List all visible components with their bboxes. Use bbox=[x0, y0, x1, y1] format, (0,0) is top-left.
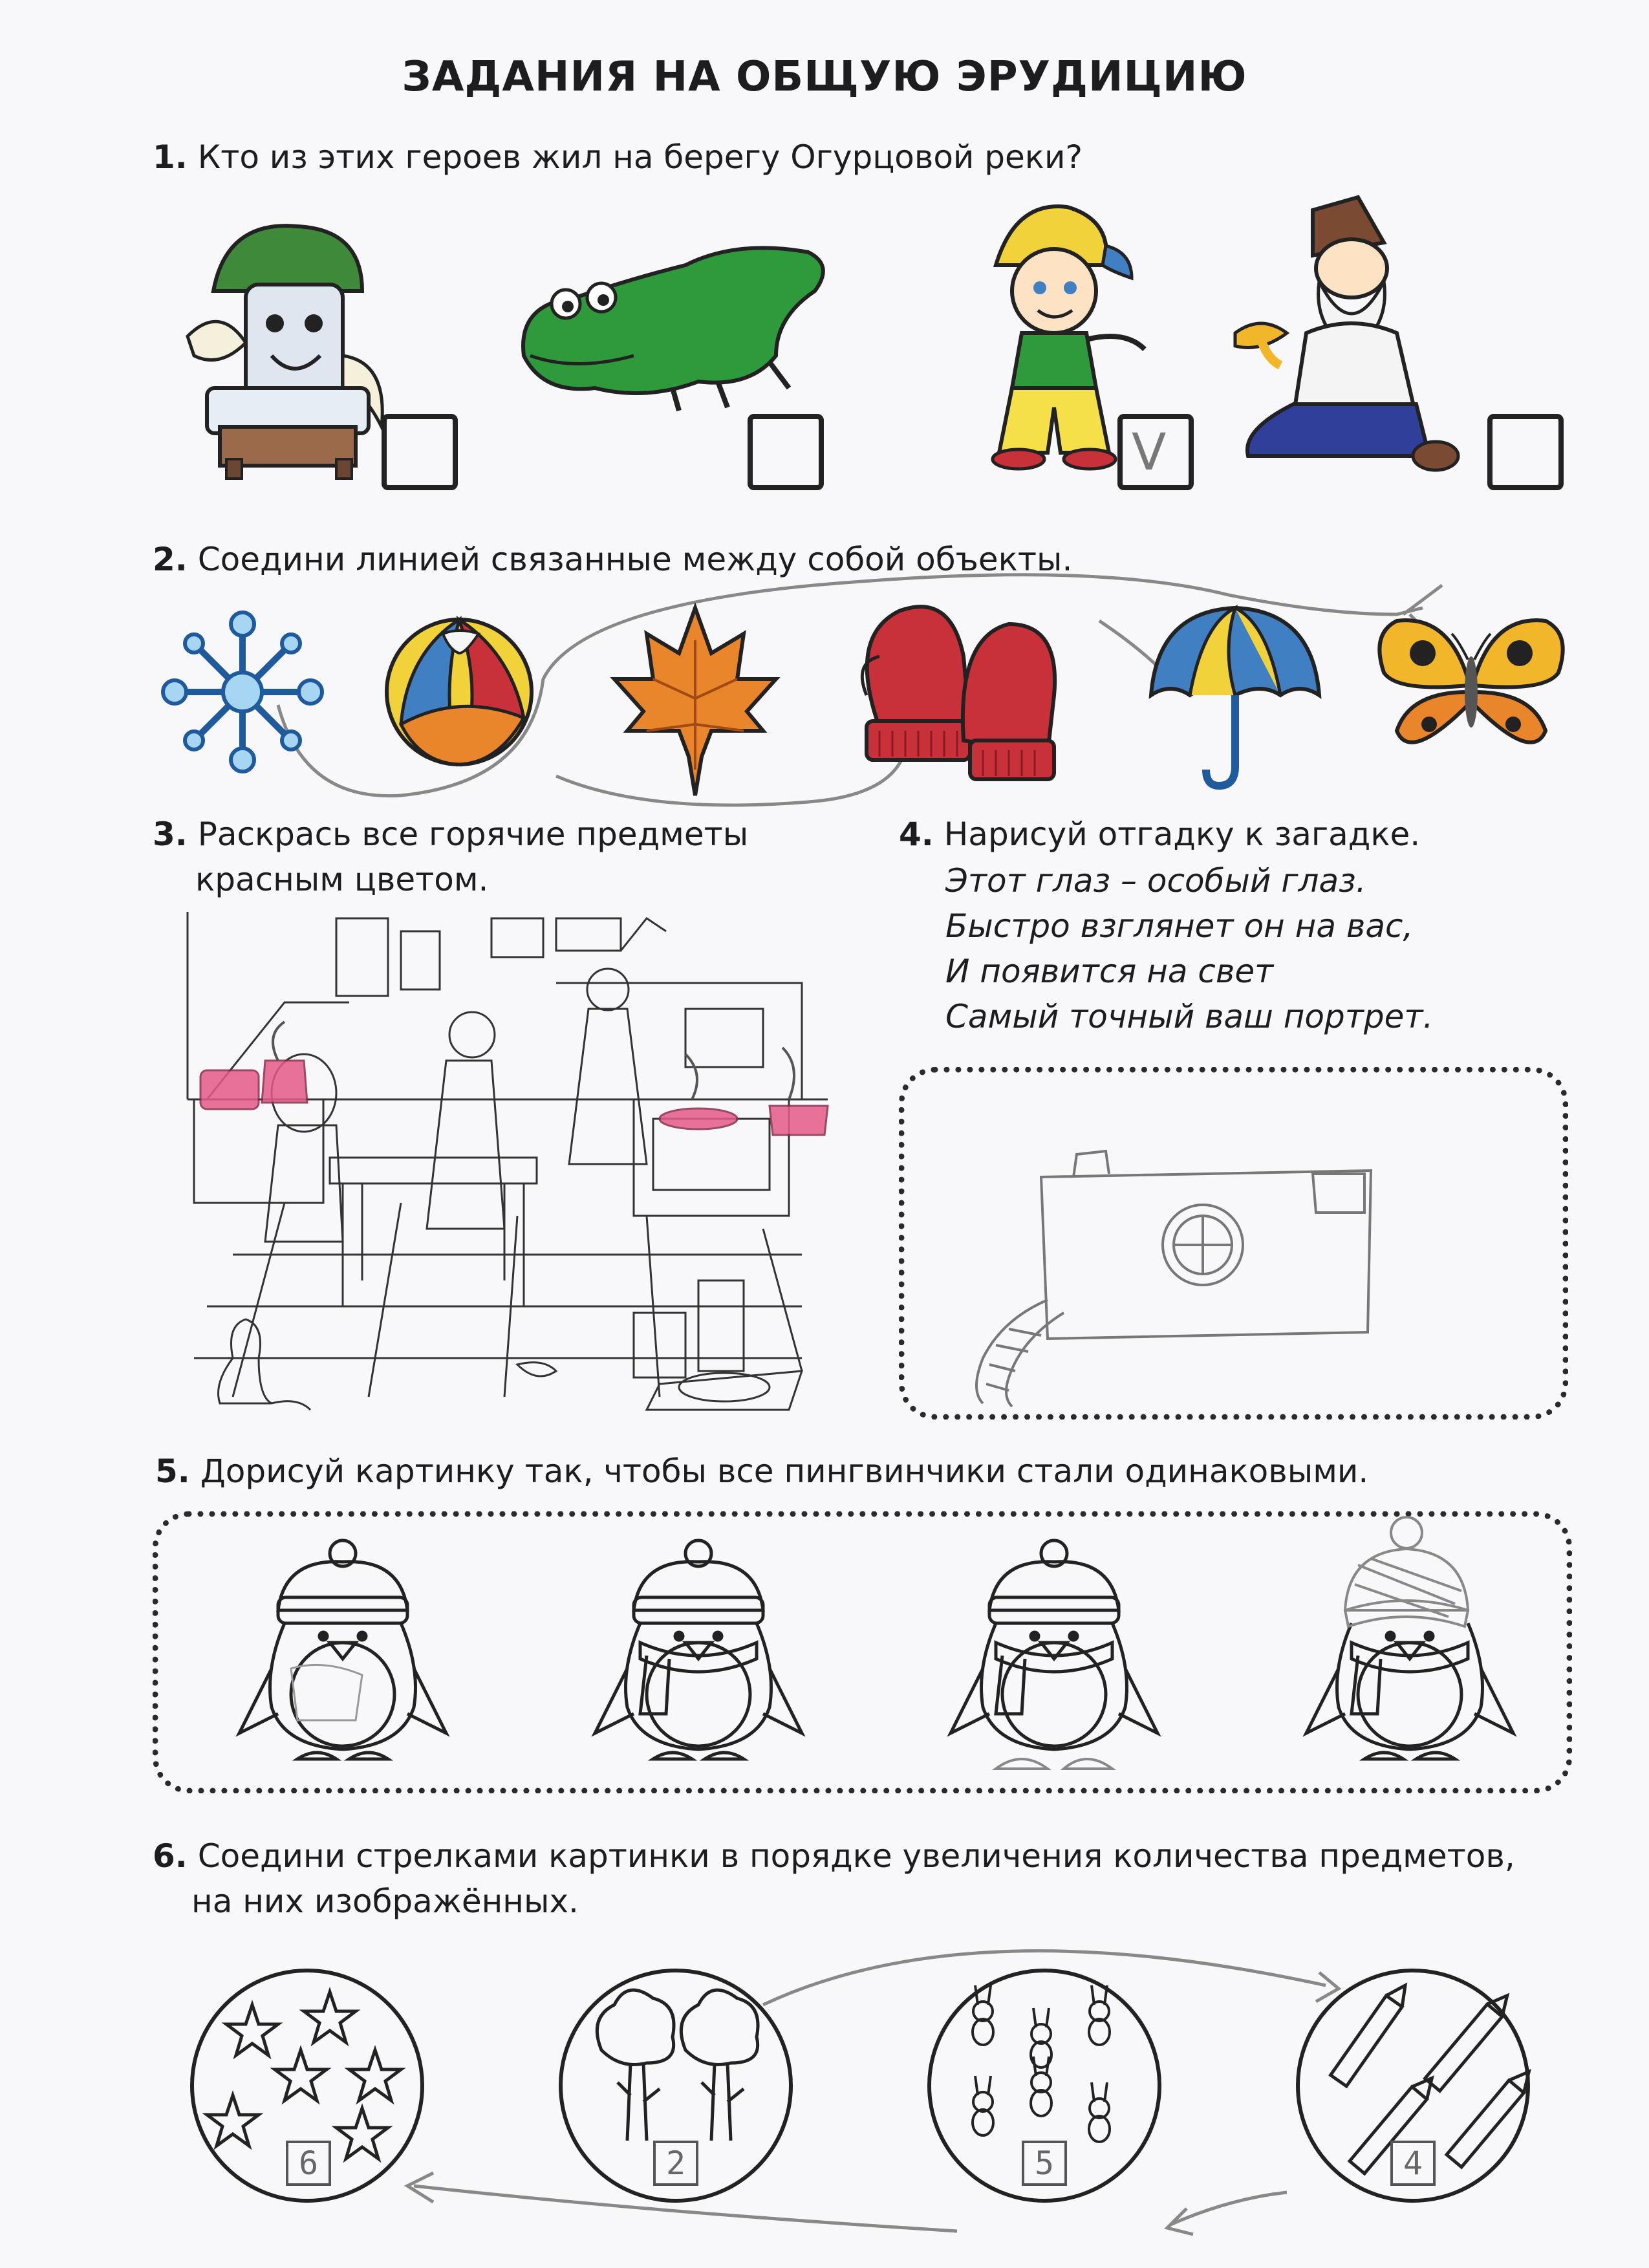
task-6-answer-3[interactable]: 5 bbox=[1022, 2141, 1067, 2186]
task-3-text-line2: красным цветом. bbox=[195, 861, 489, 898]
task-1-check-mark: V bbox=[1132, 424, 1167, 482]
riddle-line-1: Этот глаз – особый глаз. bbox=[945, 862, 1366, 900]
task-5-number: 5. bbox=[155, 1453, 190, 1490]
task-5-text: Дорисуй картинку так, чтобы все пингвинчики стали одинаковыми. bbox=[200, 1453, 1369, 1490]
task-6-answer-1[interactable]: 6 bbox=[286, 2141, 331, 2186]
task-1-number: 1. bbox=[153, 138, 188, 176]
riddle-line-4: Самый точный ваш портрет. bbox=[945, 998, 1434, 1035]
task-3-number: 3. bbox=[153, 815, 188, 853]
riddle-line-3: И появится на свет bbox=[945, 953, 1274, 990]
task-2-text: Соедини линией связанные между собой объекты. bbox=[197, 541, 1073, 578]
task-4-number: 4. bbox=[899, 815, 934, 853]
task-6-answer-4[interactable]: 4 bbox=[1390, 2141, 1436, 2186]
task-6-answer-2[interactable]: 2 bbox=[653, 2141, 698, 2186]
task-6-number: 6. bbox=[153, 1837, 188, 1875]
riddle-line-2: Быстро взглянет он на вас, bbox=[945, 907, 1414, 945]
task-6-text-line2: на них изображённых. bbox=[191, 1883, 579, 1920]
task-6-text-line1: Соедини стрелками картинки в порядке увеличения количества предметов, bbox=[197, 1837, 1515, 1875]
task-3-text-line1: Раскрась все горячие предметы bbox=[197, 815, 749, 853]
task-1-text: Кто из этих героев жил на берегу Огурцовой реки? bbox=[197, 138, 1083, 176]
task-4-text: Нарисуй отгадку к загадке. bbox=[943, 815, 1421, 853]
task-2-number: 2. bbox=[153, 541, 188, 578]
page-title: ЗАДАНИЯ НА ОБЩУЮ ЭРУДИЦИЮ bbox=[402, 53, 1247, 101]
